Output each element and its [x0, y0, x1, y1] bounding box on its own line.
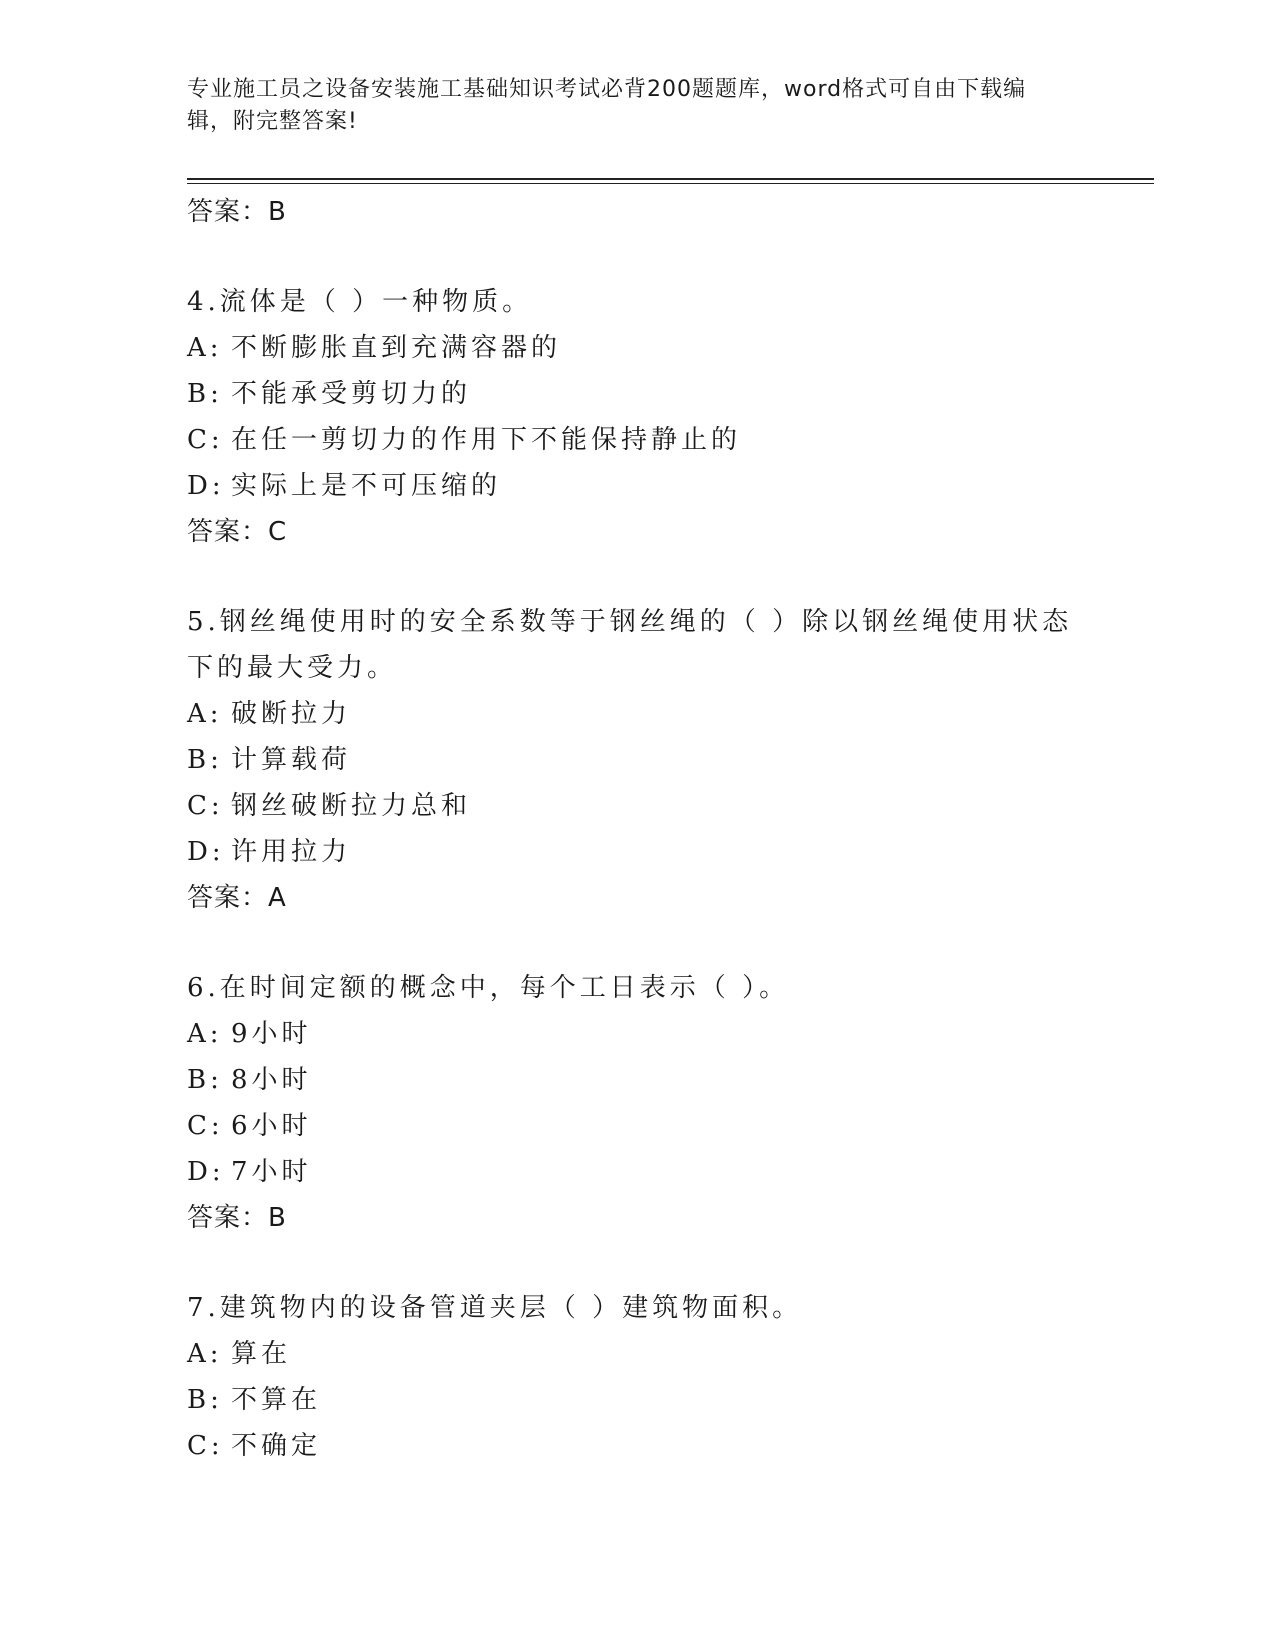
header-rule-thin: [187, 183, 1154, 184]
option-key: D:: [187, 471, 225, 501]
option-key: D:: [187, 1157, 225, 1187]
question-block: [187, 599, 1087, 921]
option-text: 9小时: [231, 1019, 312, 1049]
option-d: [187, 829, 1087, 875]
option-b: [187, 1377, 1087, 1423]
option-a: [187, 325, 1087, 371]
option-text: 在任一剪切力的作用下不能保持静止的: [231, 425, 742, 455]
option-key: B:: [187, 379, 223, 409]
option-text: 实际上是不可压缩的: [231, 471, 502, 501]
question-stem: 7.建筑物内的设备管道夹层（ ）建筑物面积。: [187, 1293, 803, 1323]
question-block: [187, 1285, 1087, 1469]
option-key: A:: [187, 1339, 223, 1369]
answer-line: 答案：C: [187, 517, 288, 547]
option-a: [187, 1011, 1087, 1057]
question-block: [187, 965, 1087, 1241]
option-d: [187, 1149, 1087, 1195]
question-stem: 4.流体是（ ）一种物质。: [187, 287, 533, 317]
answer-line: 答案：B: [187, 197, 287, 227]
question-block: [187, 279, 1087, 555]
option-text: 不能承受剪切力的: [231, 379, 472, 409]
option-key: A:: [187, 699, 223, 729]
option-text: 8小时: [231, 1065, 312, 1095]
option-b: [187, 1057, 1087, 1103]
option-text: 算在: [231, 1339, 292, 1369]
option-key: C:: [187, 791, 224, 821]
option-a: [187, 1331, 1087, 1377]
option-text: 破断拉力: [231, 699, 352, 729]
answer-line: 答案：B: [187, 1203, 287, 1233]
option-c: [187, 783, 1087, 829]
option-text: 不断膨胀直到充满容器的: [231, 333, 562, 363]
option-key: C:: [187, 1111, 224, 1141]
answer-line: 答案：A: [187, 883, 287, 913]
option-b: [187, 371, 1087, 417]
question-stem: 6.在时间定额的概念中，每个工日表示（ ）。: [187, 973, 790, 1003]
option-text: 钢丝破断拉力总和: [231, 791, 472, 821]
option-text: 不算在: [231, 1385, 322, 1415]
option-d: [187, 463, 1087, 509]
option-key: B:: [187, 745, 223, 775]
option-c: [187, 417, 1087, 463]
option-text: 7小时: [231, 1157, 312, 1187]
option-c: [187, 1103, 1087, 1149]
option-key: B:: [187, 1065, 223, 1095]
option-key: A:: [187, 1019, 223, 1049]
document-body: [187, 189, 1087, 1469]
question-stem: 5.钢丝绳使用时的安全系数等于钢丝绳的（ ）除以钢丝绳使用状态下的最大受力。: [187, 607, 1073, 683]
option-key: C:: [187, 1431, 224, 1461]
option-key: D:: [187, 837, 225, 867]
option-text: 许用拉力: [231, 837, 352, 867]
option-key: A:: [187, 333, 223, 363]
option-a: [187, 691, 1087, 737]
option-text: 计算载荷: [231, 745, 352, 775]
option-b: [187, 737, 1087, 783]
option-text: 6小时: [231, 1111, 312, 1141]
option-key: C:: [187, 425, 224, 455]
header-rule-thick: [187, 178, 1154, 180]
option-c: [187, 1423, 1087, 1469]
document-header: 专业施工员之设备安装施工基础知识考试必背200题题库，word格式可自由下载编辑，附完整答案!: [187, 77, 1027, 134]
option-key: B:: [187, 1385, 223, 1415]
option-text: 不确定: [231, 1431, 322, 1461]
